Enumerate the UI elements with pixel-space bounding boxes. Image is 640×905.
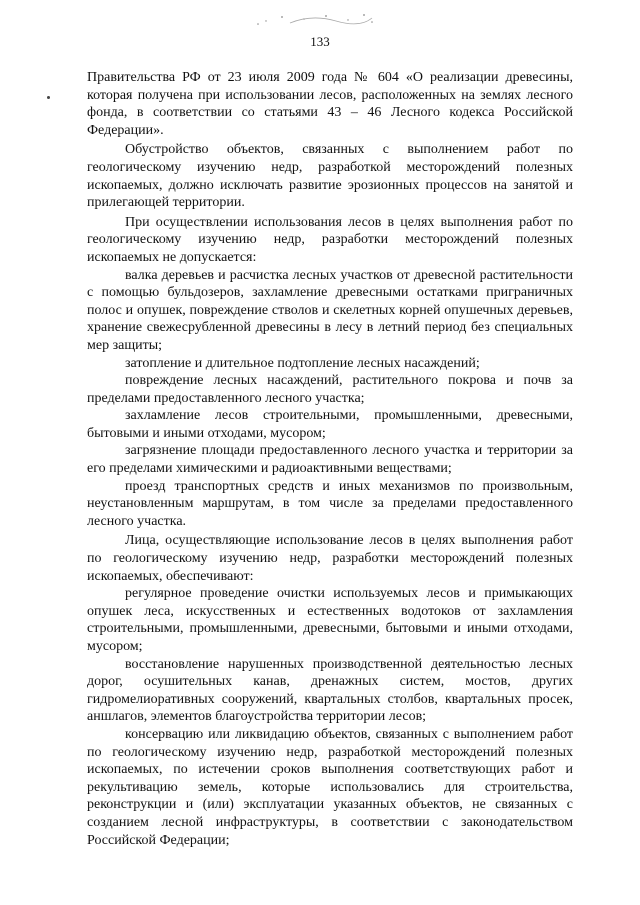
list-item: захламление лесов строительными, промышленными, древесными, бытовыми и иными отходами, мусором;	[87, 408, 573, 441]
stamp-mark	[252, 12, 382, 28]
list-item: регулярное проведение очистки используемых лесов и примыкающих опушек леса, искусственных и естественных водотоков от захламления строительными, промышленными, древесными, бытовыми и иными отходами, мусором;	[87, 586, 573, 654]
list-item: повреждение лесных насаждений, растительного покрова и почв за пределами предоставленного лесного участка;	[87, 373, 573, 406]
list-item: восстановление нарушенных производственной деятельностью лесных дорог, осушительных канав, дренажных систем, мостов, других гидромелиоративных сооружений, квартальных столбов, квартальных просек, аншлагов, элементов благоустройства территории лесов;	[87, 656, 573, 725]
list-item: валка деревьев и расчистка лесных участков от древесной растительности с помощью бульдозеров, захламление древесными остатками приграничных полос и опушек, повреждение стволов и скелетных корней опушечных деревьев, хранение свежесрубленной древесины в лесу в летний период без специальных мер защиты;	[87, 267, 573, 353]
paragraph: Правительства РФ от 23 июля 2009 года № 604 «О реализации древесины, которая получена при использовании лесов, расположенных на землях лесного фонда, в соответствии со статьями 43 – 46 Лесного кодекса Российской Федерации».	[87, 70, 573, 138]
list-item: проезд транспортных средств и иных механизмов по произвольным, неустановленным маршрутам, в том числе за пределами предоставленного лесного участка.	[87, 478, 573, 529]
paragraph: При осуществлении использования лесов в целях выполнения работ по геологическому изучению недр, разработки месторождений полезных ископаемых не допускается:	[87, 214, 573, 265]
paragraph: Обустройство объектов, связанных с выполнением работ по геологическому изучению недр, разработкой месторождений полезных ископаемых, должно исключать развитие эрозионных процессов на занятой и прилегающей территории.	[87, 142, 573, 211]
margin-mark	[47, 96, 50, 99]
list-item: консервацию или ликвидацию объектов, связанных с выполнением работ по геологическому изучению недр, разработкой месторождений полезных ископаемых, по истечении сроков выполнения соответствующих работ и рекультивацию земель, которые использовались для строительства, реконструкции и (или) эксплуатации указанных объектов, не связанных с созданием лесной инфраструктуры, в соответствии с законодательством Российской Федерации;	[87, 726, 573, 848]
page-number: 133	[310, 34, 330, 49]
list-item: загрязнение площади предоставленного лесного участка и территории за его пределами химическими и радиоактивными веществами;	[87, 443, 573, 477]
list-item: затопление и длительное подтопление лесных насаждений;	[125, 355, 480, 371]
paragraph: Лица, осуществляющие использование лесов в целях выполнения работ по геологическому изучению недр, разработки месторождений полезных ископаемых, обеспечивают:	[87, 533, 573, 584]
document-body	[87, 69, 573, 849]
